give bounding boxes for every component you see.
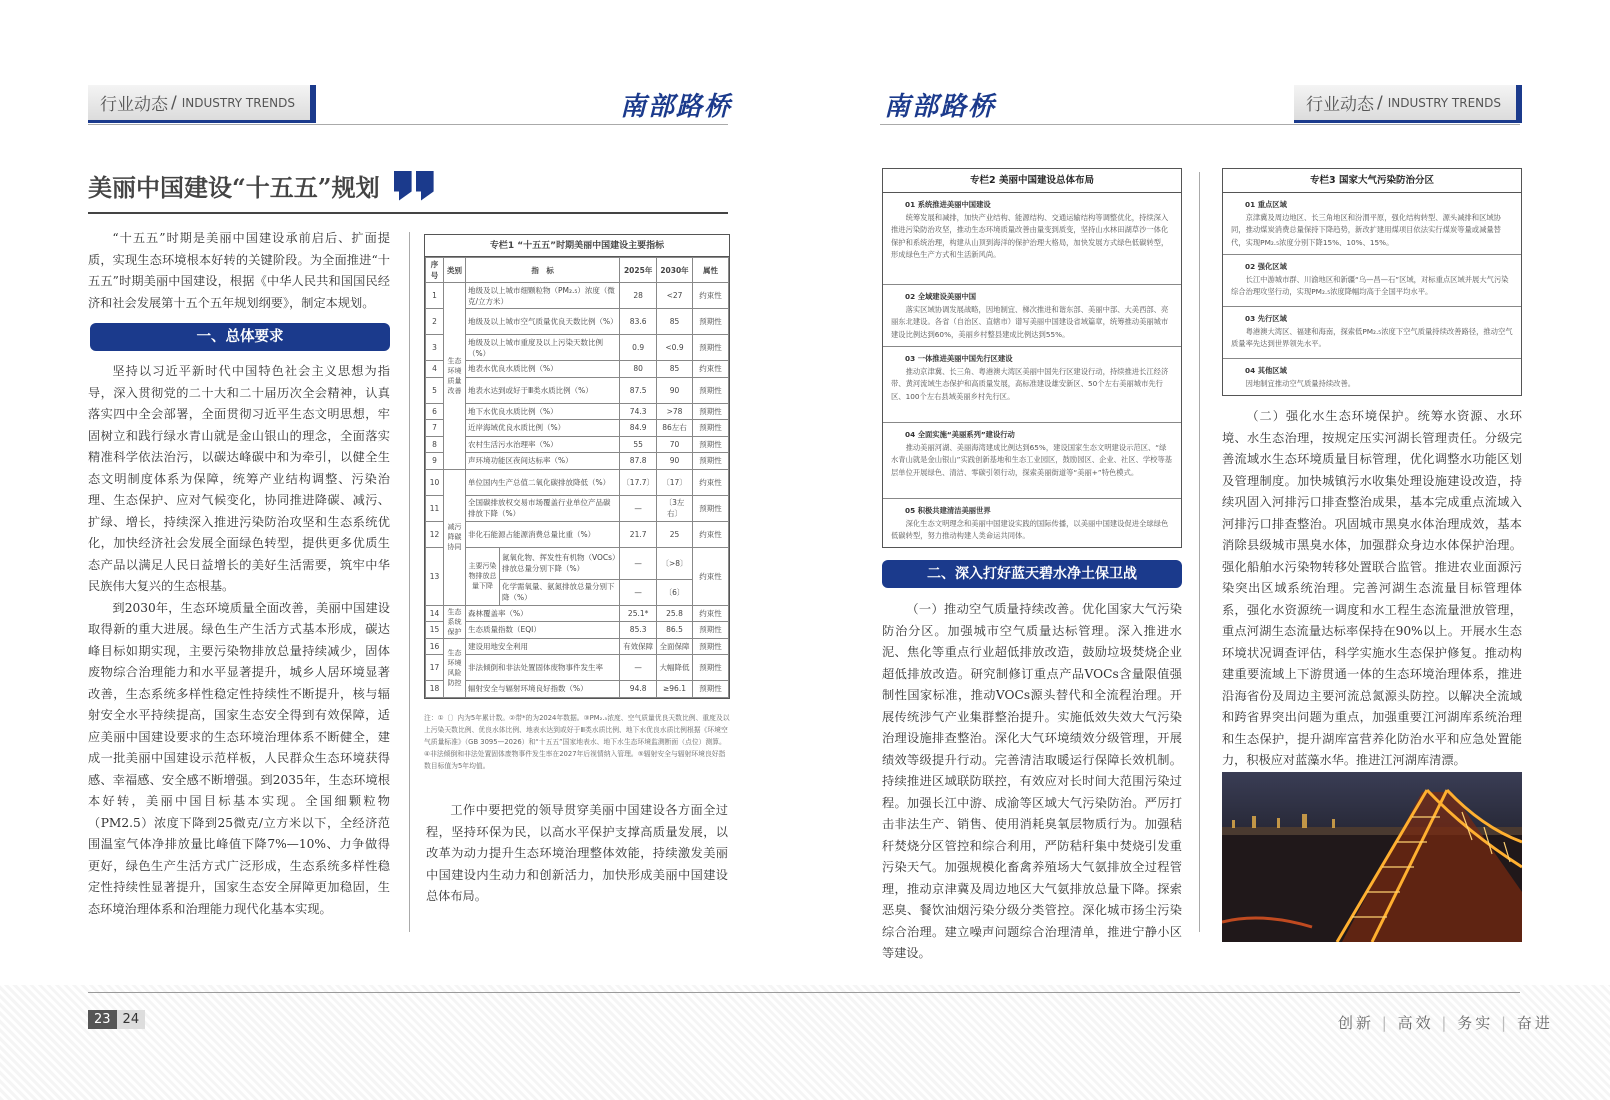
box3-section: 03 先行区域 粤港澳大湾区、福建和海南，探索低PM₂.₅浓度下空气质量持续改善路径，推动空气质量率先达到世界领先水平。	[1223, 307, 1521, 359]
box2-section: 02 全域建设美丽中国 落实区域协调发展战略，因地制宜、梯次推进和谐东部、美丽中部、大美西部、亮丽东北建设。各省（自治区、直辖市）谱写美丽中国建设省域篇章，统筹推动美丽城市建设比例达到60%，美丽乡村整县建成比例达到55%。	[883, 285, 1181, 347]
table-row: 15 生态质量指数（EQI） 85.3 86.5 预期性	[426, 622, 729, 639]
section1-paragraph-3-block	[426, 800, 728, 908]
table-row: 8 农村生活污水治理率（%） 55 70 预期性	[426, 436, 729, 453]
indicator-table-note: 注：①〔〕内为5年累计数。②带*的为2024年数据。③PM₂.₅浓度、空气质量优良天数比例、重度及以上污染天数比例、优良水体比例、地表水达到或好于Ⅲ类水质比例、地下水优良水质比例根据《环境空气质量标准》（GB 3095—2026）和“十五五”国家地表水、地下水生态环境监测断面（点位）测算。④非法倾倒和非法处置固体废物事件发生率在2027年后视情纳入管理。⑤辐射安全与辐射环境良好指数目标值为5年均值。	[424, 714, 730, 770]
section2-paragraph-1: （一）推动空气质量持续改善。优化国家大气污染防治分区。加强城市空气质量达标管理。深入推进水泥、焦化等重点行业超低排放改造，鼓励垃圾焚烧企业超低排放改造。研究制修订重点产品VOCs含量限值强制性国家标准，推动VOCs源头替代和全流程治理。开展传统涉气产业集群整治提升。实施低效失效大气污染治理设施排查整治。深化大气环境绩效分级管理，开展绩效等级提升行动。完善清洁取暖运行保障长效机制。持续推进区域联防联控，有效应对长时间大范围污染过程。加强长江中游、成渝等区域大气污染防治。严厉打击非法生产、销售、使用消耗臭氧层物质行为。加强秸秆焚烧分区管控和综合利用，严防秸秆集中焚烧引发重污染天气。加强规模化畜禽养殖场大气氨排放全过程管理，推动京津冀及周边地区大气氨排放总量下降。探索恶臭、餐饮油烟污染分级分类管控。深化城市扬尘污染综合治理。建立噪声问题综合治理清单，推进宁静小区等建设。	[882, 602, 1182, 960]
section2-heading: 二、深入打好蓝天碧水净土保卫战	[882, 560, 1182, 588]
table-header-cell: 属性	[693, 258, 729, 283]
box2-section: 01 系统推进美丽中国建设 统筹发展和减排，加快产业结构、能源结构、交通运输结构等调整优化，持续深入推进污染防治攻坚，推动生态环境质量改善由量变到质变，坚持山水林田湖草沙一体化保护和系统治理，构建从山顶到海洋的保护治理大格局，加快发展方式绿色低碳转型，形成绿色生产方式和生活新风尚。	[883, 193, 1181, 285]
table-row: 4 地表水优良水质比例（%） 80 85 约束性	[426, 361, 729, 378]
header-right-label-en: INDUSTRY TRENDS	[1387, 95, 1502, 110]
box2-layout	[882, 168, 1182, 548]
column-divider-left	[409, 232, 410, 932]
box2-section: 05 积极共建清洁美丽世界 深化生态文明理念和美丽中国建设实践的国际传播，以美丽中国建设促进全球绿色低碳转型，努力推动构建人类命运共同体。	[891, 506, 1169, 540]
table-row: 12 非化石能源占能源消费总量比重（%） 21.7 25 约束性	[426, 521, 729, 547]
table-row: 14 生态系统保护 森林覆盖率（%） 25.1* 25.8 约束性	[426, 605, 729, 622]
section1-paragraph-1: 坚持以习近平新时代中国特色社会主义思想为指导，深入贯彻党的二十大和二十届历次全会精神，认真落实四中全会部署，全面贯彻习近平生态文明思想，牢固树立和践行绿水青山就是金山银山的理念，全面落实精准科学依法治污，以碳达峰碳中和为牵引，以健全生态文明制度体系为保障，统筹产业结构调整、污染治理、生态保护、应对气候变化，协同推进降碳、减污、扩绿、增长，持续深入推进污染防治攻坚和生态系统优化，加快经济社会发展全面绿色转型，提供更多优质生态产品以满足人民日益增长的美好生活需要，筑牢中华民族伟大复兴的生态根基。	[88, 364, 390, 593]
box2-section: 03 一体推进美丽中国先行区建设 推动京津冀、长三角、粤港澳大湾区美丽中国先行区建设行动，持续推进长江经济带、黄河流域生态保护和高质量发展，高标准建设雄安新区、50个左右美丽城市先行区、100个左右县域美丽乡村先行区。	[883, 347, 1181, 423]
table-header-cell: 序号	[426, 258, 444, 283]
indicator-table-title: 专栏1 “十五五”时期美丽中国建设主要指标	[425, 235, 729, 257]
header-left-label-en: INDUSTRY TRENDS	[181, 95, 296, 110]
footer-band	[0, 985, 1610, 1100]
page-numbers	[88, 1010, 145, 1029]
title-rule	[88, 212, 728, 214]
header-left-logo: 南部路桥	[620, 92, 733, 122]
table-row: 16 生态环境风险防控 建设用地安全利用 有效保障 全面保障 预期性	[426, 638, 729, 655]
column-divider-right	[1199, 172, 1200, 932]
article-title: 美丽中国建设“十五五”规划	[88, 173, 380, 202]
footer-rule	[88, 992, 1520, 993]
bridge-night-photo	[1222, 772, 1522, 942]
page-number-right: 24	[117, 1010, 146, 1029]
footer-slogan: 创新 | 高效 | 务实 | 奋进	[1338, 1014, 1553, 1032]
section2-paragraph-2: （二）强化水生态环境保护。统筹水资源、水环境、水生态治理，按规定压实河湖长管理责任。分级完善流域水生态环境质量目标管理，优化调整水功能区划及管理制度。加快城镇污水收集处理设施建设改造，持续巩固入河排污口排查整治成果，基本完成重点流域入河排污口排查整治。巩固城市黑臭水体治理成效，基本消除县级城市黑臭水体，加强群众身边水体保护治理。强化船舶水污染物转移处置联合监管。推进农业面源污染突出区域系统治理。完善河湖生态流量目标管理体系，强化水资源统一调度和水工程生态流量泄放管理，重点河湖生态流量达标率保持在90%以上。开展水生态环境状况调查评估，科学实施水生态保护修复。推动构建重要流域上下游贯通一体的生态环境治理体系，推进沿海省份及周边主要河流总氮源头防控。以解决全流域和跨省界突出问题为重点，加强重要江河湖库系统治理和生态保护，提升湖库富营养化防治水平和应急处置能力，积极应对蓝藻水华。推进江河湖库清漂。	[1222, 409, 1522, 767]
table-row: 3 地级及以上城市重度及以上污染天数比例（%） 0.9 <0.9 预期性	[426, 335, 729, 361]
section2-body-left	[882, 599, 1182, 965]
header-left-tab: 行业动态 / INDUSTRY TRENDS	[88, 85, 316, 123]
table-row: 1 生态环境质量改善 地级及以上城市细颗粒物（PM₂.₅）浓度（微克/立方米） 28 <27 约束性	[426, 283, 729, 309]
box2-title: 专栏2 美丽中国建设总体布局	[883, 169, 1181, 193]
box3-section: 02 强化区域 长江中游城市群、川渝地区和新疆“乌—昌—石”区域，对标重点区域并展大气污染综合治理攻坚行动，实现PM₂.₅浓度降幅均高于全国平均水平。	[1223, 255, 1521, 307]
section2-body-right	[1222, 406, 1522, 772]
page-number-left: 23	[88, 1010, 117, 1029]
header-right-logo: 南部路桥	[884, 92, 997, 122]
header-right-tab: 行业动态 / INDUSTRY TRENDS	[1294, 85, 1522, 123]
table-row: 10 减污降碳协同 单位国内生产总值二氧化碳排放降低（%） 〔17.7〕 〔17〕 约束性	[426, 469, 729, 495]
box3-air-zones	[1222, 168, 1522, 396]
section1-paragraph-2: 到2030年，生态环境质量全面改善，美丽中国建设取得新的重大进展。绿色生产生活方式基本形成，碳达峰目标如期实现，主要污染物排放总量持续减少，固体废物综合治理能力和水平显著提升，城乡人居环境显著改善，生态系统多样性稳定性持续性不断提升，核与辐射安全水平持续提高，国家生态安全得到有效保障，适应美丽中国建设要求的生态环境治理体系不断健全，建成一批美丽中国建设示范样板，人民群众生态环境获得感、幸福感、安全感不断增强。到2035年，生态环境根本好转，美丽中国目标基本实现。全国细颗粒物（PM2.5）浓度下降到25微克/立方米以下，全经济范围温室气体净排放量比峰值下降7%—10%、力争做得更好，绿色生产生活方式广泛形成，生态系统多样性稳定性持续性显著提升，国家生态安全屏障更加稳固，生态环境治理体系和治理能力现代化基本实现。	[88, 600, 390, 916]
table-row: 化学需氧量、氨氮排放总量分别下降（%） — 〔6〕	[426, 579, 729, 605]
table-header-cell: 类别	[444, 258, 466, 283]
article-title-row	[88, 168, 438, 203]
header-left-rule	[88, 124, 728, 125]
section1-body	[88, 361, 390, 920]
box3-section: 01 重点区域 京津冀及周边地区、长三角地区和汾渭平原，强化结构转型、源头减排和区域协同，推动煤炭消费总量保持下降趋势，新改扩建用煤项目依法实行煤炭等量或减量替代，实现PM₂.₅浓度分别下降15%、10%、15%。	[1223, 193, 1521, 255]
table-row: 9 声环境功能区夜间达标率（%） 87.8 90 预期性	[426, 453, 729, 470]
table-header-cell: 2025年	[620, 258, 657, 283]
box3-title: 专栏3 国家大气污染防治分区	[1223, 169, 1521, 193]
header-left-label-cn: 行业动态	[100, 95, 168, 115]
quote-icon	[394, 171, 438, 201]
table-row: 6 地下水优良水质比例（%） 74.3 >78 预期性	[426, 403, 729, 420]
table-row: 13 主要污染物排放总量下降 氮氧化物、挥发性有机物（VOCs）排放总量分别下降（%） — 〔>8〕 约束性	[426, 547, 729, 579]
table-row: 5 地表水达到或好于Ⅲ类水质比例（%） 87.5 90 预期性	[426, 377, 729, 403]
table-row: 7 近岸海域优良水质比例（%） 84.9 86左右 预期性	[426, 420, 729, 437]
table-header-cell: 指 标	[466, 258, 620, 283]
table-row: 2 地级及以上城市空气质量优良天数比例（%） 83.6 85 预期性	[426, 309, 729, 335]
table-row: 18 辐射安全与辐射环境良好指数（%） 94.8 ≥96.1 预期性	[426, 681, 729, 698]
table-row: 17 非法倾倒和非法处置固体废物事件发生率 — 大幅降低 预期性	[426, 655, 729, 681]
indicator-table	[424, 234, 730, 699]
box3-section: 04 其他区域 因地制宜推动空气质量持续改善。	[1245, 366, 1356, 388]
box2-section: 04 全面实施“美丽系列”建设行动 推动美丽河湖、美丽海湾建成比例达到65%，建设国家生态文明建设示范区、“绿水青山就是金山银山”实践创新基地和生态工业园区，鼓励园区、企业、社区、学校等基层单位开展绿色、清洁、零碳引领行动，探索美丽街道等“美丽+”特色模式。	[883, 423, 1181, 499]
table-row: 11 全国碳排放权交易市场覆盖行业单位产品碳排放下降（%） — 〔3左右〕 预期性	[426, 495, 729, 521]
table-header-cell: 2030年	[657, 258, 693, 283]
section1-paragraph-3: 工作中要把党的领导贯穿美丽中国建设各方面全过程，坚持环保为民，以高水平保护支撑高质量发展，以改革为动力提升生态环境治理整体效能，持续激发美丽中国建设内生动力和创新活力，加快形成美丽中国建设总体布局。	[426, 803, 728, 903]
intro-text: “十五五”时期是美丽中国建设承前启后、扩面提质，实现生态环境根本好转的关键阶段。为全面推进“十五五”时期美丽中国建设，根据《中华人民共和国国民经济和社会发展第十五个五年规划纲要》，制定本规划。	[88, 231, 390, 310]
section1-heading: 一、总体要求	[90, 323, 390, 351]
header-right-label-cn: 行业动态	[1306, 95, 1374, 115]
header-right-rule	[880, 124, 1520, 125]
